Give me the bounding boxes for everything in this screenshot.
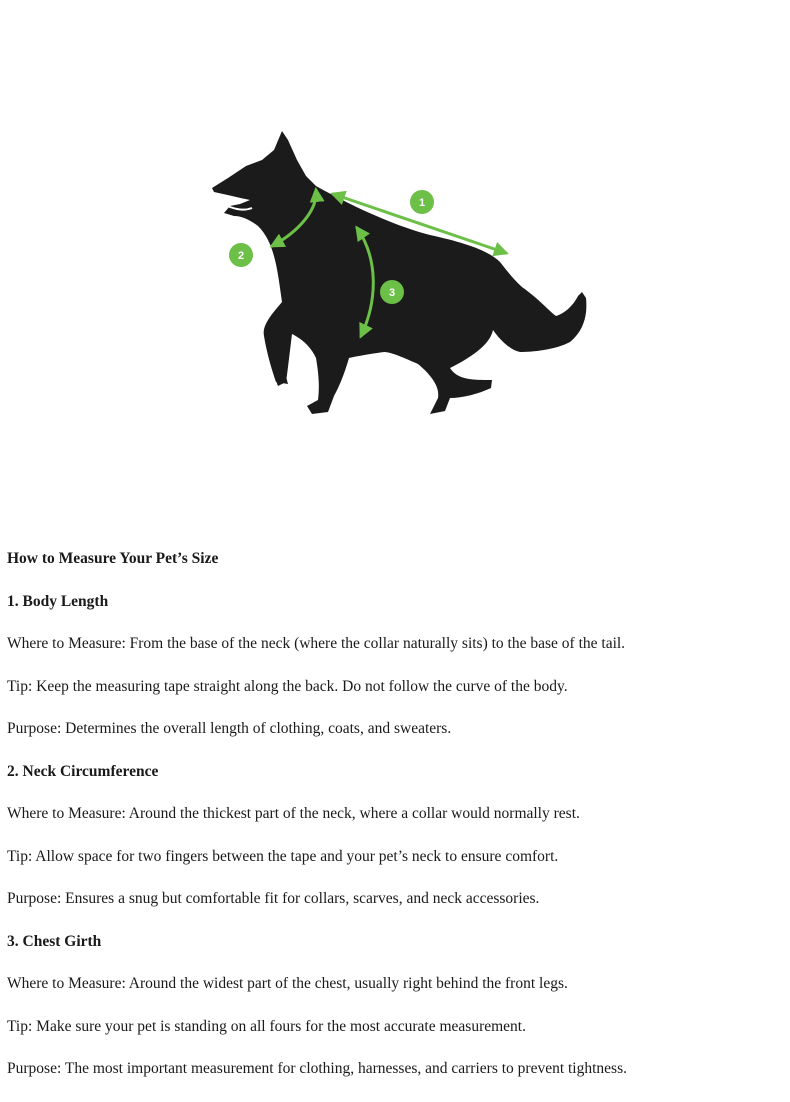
badge-1-label: 1 bbox=[418, 197, 426, 209]
badge-3-label: 3 bbox=[388, 287, 396, 299]
badge-2 bbox=[229, 243, 253, 267]
dog-silhouette bbox=[212, 131, 586, 414]
body-length-purpose: Purpose: Determines the overall length of clothing, coats, and sweaters. bbox=[7, 720, 452, 737]
section-heading-chest: 3. Chest Girth bbox=[7, 932, 102, 950]
body-length-tip: Tip: Keep the measuring tape straight along the back. Do not follow the curve of the body. bbox=[7, 677, 568, 695]
section-heading-body-length: 1. Body Length bbox=[7, 592, 109, 610]
chest-purpose: Purpose: The most important measurement for clothing, harnesses, and carriers to prevent tightness. bbox=[7, 1060, 627, 1077]
dog-measurement-illustration bbox=[0, 0, 790, 540]
section-heading-neck: 2. Neck Circumference bbox=[7, 762, 159, 780]
neck-tip: Tip: Allow space for two fingers between the tape and your pet’s neck to ensure comfort. bbox=[7, 847, 559, 865]
measurement-diagram bbox=[0, 0, 790, 540]
badge-1 bbox=[410, 190, 434, 214]
badge-2-label: 2 bbox=[237, 250, 245, 262]
chest-where: Where to Measure: Around the widest part of the chest, usually right behind the front legs. bbox=[7, 975, 568, 992]
guide-title: How to Measure Your Pet’s Size bbox=[7, 550, 219, 567]
badge-3 bbox=[380, 280, 404, 304]
measurement-guide bbox=[7, 549, 787, 1102]
neck-purpose: Purpose: Ensures a snug but comfortable fit for collars, scarves, and neck accessories. bbox=[7, 890, 540, 907]
body-length-where: Where to Measure: From the base of the neck (where the collar naturally sits) to the base of the tail. bbox=[7, 635, 626, 652]
chest-tip: Tip: Make sure your pet is standing on all fours for the most accurate measurement. bbox=[7, 1017, 526, 1035]
neck-where: Where to Measure: Around the thickest part of the neck, where a collar would normally rest. bbox=[7, 805, 580, 822]
